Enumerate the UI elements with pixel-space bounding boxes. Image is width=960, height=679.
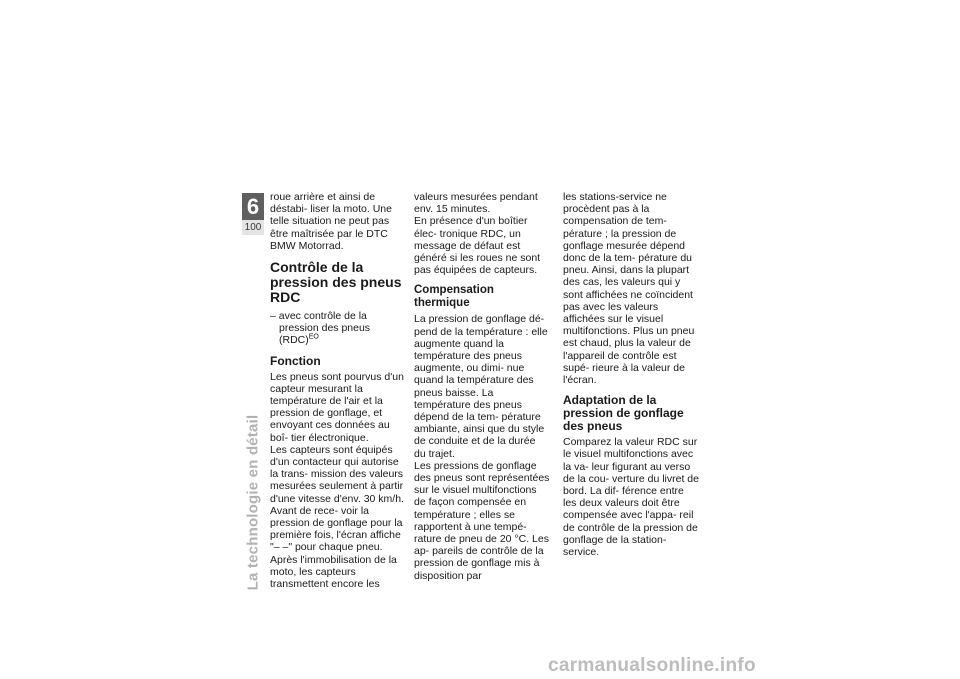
text-column-1 — [270, 191, 406, 590]
subheading-adaptation: Adaptation de la pression de gonflage des pneus — [563, 393, 684, 434]
option-note-text: – avec contrôle de la pression des pneus (RDC) — [270, 310, 371, 347]
paragraph: les stations-service ne procèdent pas à la compensation de tem- pérature ; la pression de gonflage mesurée dépend donc de la tem- pérature du pneu. Ainsi, dans la plupart des cas, les valeurs qui y sont affichées ne coïncident pas avec les valeurs affichées sur le visuel multifonctions. Plus un pneu est chaud, plus la valeur de l'appareil de contrôle est supé- rieure à la valeur de l'écran. — [563, 191, 695, 387]
text-column-2 — [414, 191, 550, 582]
option-note — [270, 310, 406, 347]
subheading-compensation: Compensation thermique — [414, 284, 494, 310]
paragraph: Les capteurs sont équipés d'un contacteur qui autorise la trans- mission des valeurs mesurées seulement à partir d'une vitesse d'env. 30 km/h. Avant de rece- voir la pression de gonflage pour la première fois, l'écran affiche "– –" pour chaque pneu. Après l'immobilisation de la moto, les capteurs transmettent encore les — [270, 443, 404, 591]
text-column-3 — [563, 191, 699, 558]
paragraph: roue arrière et ainsi de déstabi- liser la moto. Une telle situation ne peut pas être maîtrisée par le DTC BMW Motorrad. — [270, 191, 392, 252]
paragraph: valeurs mesurées pendant env. 15 minutes. — [414, 191, 538, 216]
page-number: 100 — [242, 220, 264, 235]
paragraph: Les pneus sont pourvus d'un capteur mesurant la température de l'air et la pression de gonflage, et envoyant ces données au boî- tier électronique. — [270, 370, 404, 444]
option-superscript: EO — [308, 333, 319, 341]
subheading-fonction: Fonction — [270, 353, 321, 368]
chapter-number: 6 — [246, 194, 260, 219]
paragraph: La pression de gonflage dé- pend de la température : elle augmente quand la température des pneus augmente, ou dimi- nue quand la température des pneus baisse. La température des pneus dépend de la tem- pérature ambiante, ainsi que du style de conduite et de la durée du trajet. — [414, 313, 548, 460]
chapter-tab — [242, 193, 264, 235]
paragraph: Comparez la valeur RDC sur le visuel multifonctions avec la va- leur figurant au verso de la cou- verture du livret de bord. La dif- férence entre les deux valeurs doit être compensée avec l'appa- reil de contrôle de la pression de gonflage de la station-service. — [563, 436, 699, 559]
watermark: carmanualsonline.info — [548, 655, 756, 676]
paragraph: En présence d'un boîtier élec- tronique RDC, un message de défaut est généré si les roues ne sont pas équipées de capteurs. — [414, 215, 541, 277]
chapter-side-title-text: La technologie en détail — [244, 414, 262, 591]
chapter-side-title — [242, 415, 264, 590]
section-heading-rdc: Contrôle de la pression des pneus RDC — [270, 259, 402, 306]
paragraph: Les pressions de gonflage des pneus sont représentées sur le visuel multifonctions de façon compensée en température ; elles se rapportent à une tempé- rature de pneu de 20 °C. Les ap- pareils de contrôle de la pression de gonflage mis à disposition par — [414, 459, 550, 582]
